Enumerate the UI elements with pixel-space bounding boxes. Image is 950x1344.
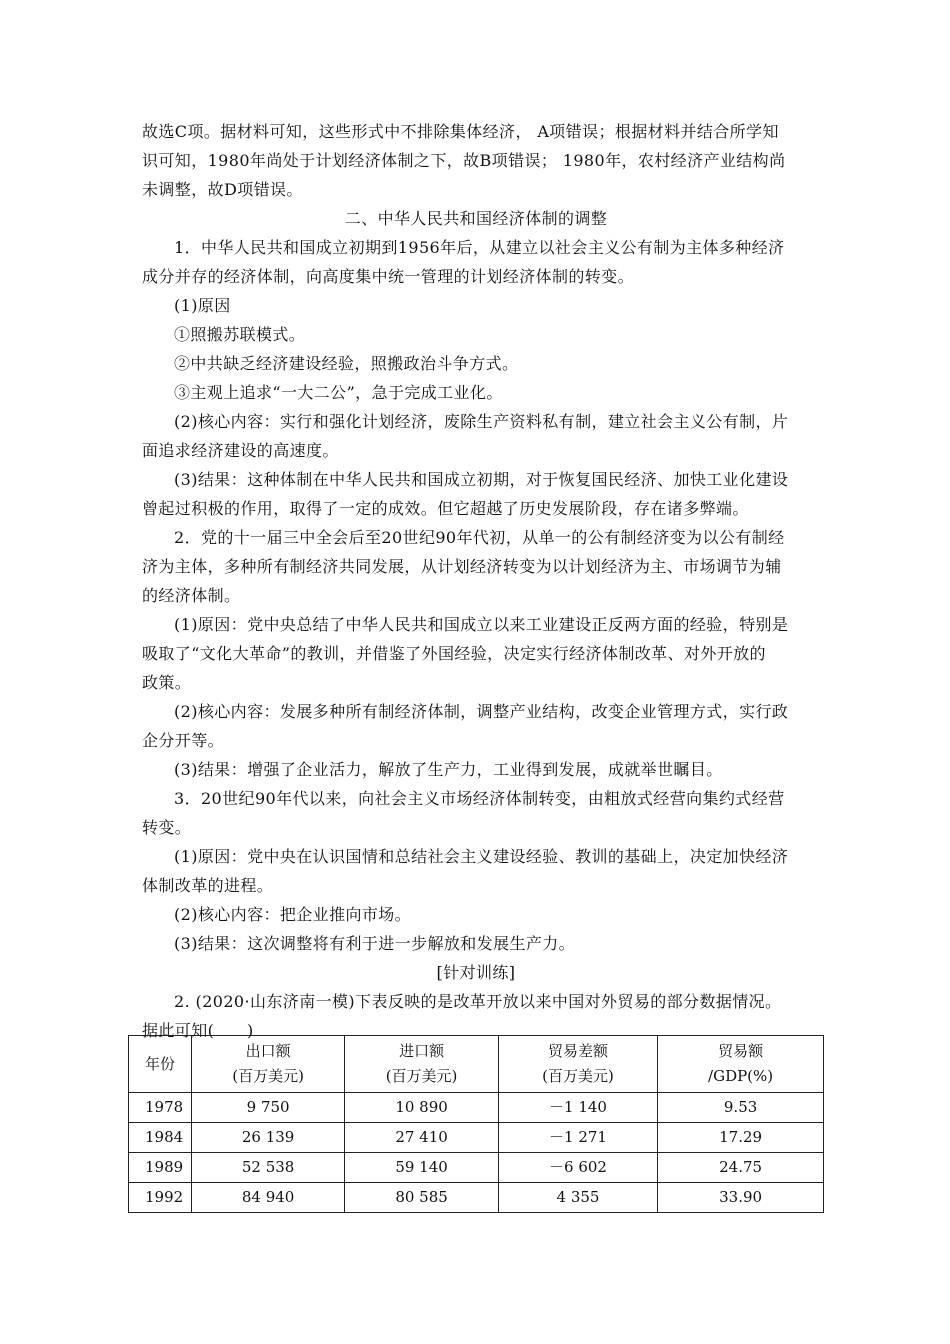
header-trade-gdp: 贸易额 /GDP(%) bbox=[658, 1036, 824, 1093]
cell-export: 52 538 bbox=[191, 1153, 344, 1183]
cell-import: 80 585 bbox=[345, 1183, 498, 1213]
cell-balance: －6 602 bbox=[498, 1153, 657, 1183]
cell-balance: －1 140 bbox=[498, 1093, 657, 1123]
text-line: 二、中华人民共和国经济体制的调整 bbox=[344, 209, 608, 228]
table-header-row bbox=[129, 1036, 824, 1093]
text-line: (3)结果：这种体制在中华人民共和国成立初期，对于恢复国民经济、加快工业化建设 bbox=[174, 470, 789, 489]
text-line: (2)核心内容：把企业推向市场。 bbox=[174, 905, 412, 924]
cell-import: 27 410 bbox=[345, 1123, 498, 1153]
cell-import: 10 890 bbox=[345, 1093, 498, 1123]
cell-balance: －1 271 bbox=[498, 1123, 657, 1153]
text-line: [针对训练] bbox=[436, 963, 516, 982]
text-line: 政策。 bbox=[142, 673, 192, 692]
header-balance: 贸易差额 (百万美元) bbox=[498, 1036, 657, 1093]
text-line: 成分并存的经济体制，向高度集中统一管理的计划经济体制的转变。 bbox=[142, 267, 635, 286]
text-line: ①照搬苏联模式。 bbox=[174, 325, 306, 344]
text-line: 故选C项。据材料可知，这些形式中不排除集体经济， A项错误；根据材料并结合所学知 bbox=[142, 122, 779, 141]
table-row bbox=[129, 1153, 824, 1183]
text-line: 吸取了“文化大革命”的教训，并借鉴了外国经验，决定实行经济体制改革、对外开放的 bbox=[142, 644, 766, 663]
header-year: 年份 bbox=[129, 1036, 192, 1093]
table-row bbox=[129, 1183, 824, 1213]
text-line: 识可知，1980年尚处于计划经济体制之下，故B项错误； 1980年，农村经济产业结构尚 bbox=[142, 151, 786, 170]
text-line: 济为主体，多种所有制经济共同发展，从计划经济转变为以计划经济为主、市场调节为辅 bbox=[142, 557, 782, 576]
cell-trade-gdp: 33.90 bbox=[658, 1183, 824, 1213]
cell-export: 9 750 bbox=[191, 1093, 344, 1123]
text-line: (3)结果：这次调整将有利于进一步解放和发展生产力。 bbox=[174, 934, 576, 953]
cell-balance: 4 355 bbox=[498, 1183, 657, 1213]
text-line: (1)原因 bbox=[174, 296, 231, 315]
text-line: (2)核心内容：实行和强化计划经济，废除生产资料私有制，建立社会主义公有制，片 bbox=[174, 412, 789, 431]
cell-year: 1984 bbox=[129, 1123, 192, 1153]
cell-export: 84 940 bbox=[191, 1183, 344, 1213]
header-export: 出口额 (百万美元) bbox=[191, 1036, 344, 1093]
trade-data-table bbox=[128, 1035, 824, 1213]
cell-year: 1992 bbox=[129, 1183, 192, 1213]
cell-export: 26 139 bbox=[191, 1123, 344, 1153]
cell-import: 59 140 bbox=[345, 1153, 498, 1183]
cell-trade-gdp: 24.75 bbox=[658, 1153, 824, 1183]
text-line: 体制改革的进程。 bbox=[142, 876, 274, 895]
table-row bbox=[129, 1093, 824, 1123]
text-line: 2. (2020·山东济南一模)下表反映的是改革开放以来中国对外贸易的部分数据情况。 bbox=[174, 992, 782, 1011]
text-line: (1)原因：党中央在认识国情和总结社会主义建设经验、教训的基础上，决定加快经济 bbox=[174, 847, 789, 866]
cell-year: 1978 bbox=[129, 1093, 192, 1123]
table-body bbox=[129, 1093, 824, 1213]
text-line: 2．党的十一届三中全会后至20世纪90年代初，从单一的公有制经济变为以公有制经 bbox=[174, 528, 785, 547]
text-line: 据此可知( ) bbox=[142, 1021, 254, 1040]
header-import: 进口额 (百万美元) bbox=[345, 1036, 498, 1093]
text-line: 企分开等。 bbox=[142, 731, 225, 750]
table-row bbox=[129, 1123, 824, 1153]
text-line: ③主观上追求“一大二公”，急于完成工业化。 bbox=[174, 383, 503, 402]
text-line: (2)核心内容：发展多种所有制经济体制，调整产业结构，改变企业管理方式，实行政 bbox=[174, 702, 789, 721]
text-line: 转变。 bbox=[142, 818, 192, 837]
cell-trade-gdp: 9.53 bbox=[658, 1093, 824, 1123]
text-line: 面追求经济建设的高速度。 bbox=[142, 441, 339, 460]
body-text bbox=[142, 117, 810, 1045]
cell-trade-gdp: 17.29 bbox=[658, 1123, 824, 1153]
text-line: 曾起过积极的作用，取得了一定的成效。但它超越了历史发展阶段，存在诸多弊端。 bbox=[142, 499, 749, 518]
text-line: 的经济体制。 bbox=[142, 586, 241, 605]
text-line: 3．20世纪90年代以来，向社会主义市场经济体制转变，由粗放式经营向集约式经营 bbox=[174, 789, 785, 808]
cell-year: 1989 bbox=[129, 1153, 192, 1183]
text-line: (3)结果：增强了企业活力，解放了生产力，工业得到发展，成就举世瞩目。 bbox=[174, 760, 723, 779]
text-line: ②中共缺乏经济建设经验，照搬政治斗争方式。 bbox=[174, 354, 519, 373]
text-line: 1．中华人民共和国成立初期到1956年后，从建立以社会主义公有制为主体多种经济 bbox=[174, 238, 785, 257]
text-line: (1)原因：党中央总结了中华人民共和国成立以来工业建设正反两方面的经验，特别是 bbox=[174, 615, 789, 634]
text-line: 未调整，故D项错误。 bbox=[142, 180, 303, 199]
